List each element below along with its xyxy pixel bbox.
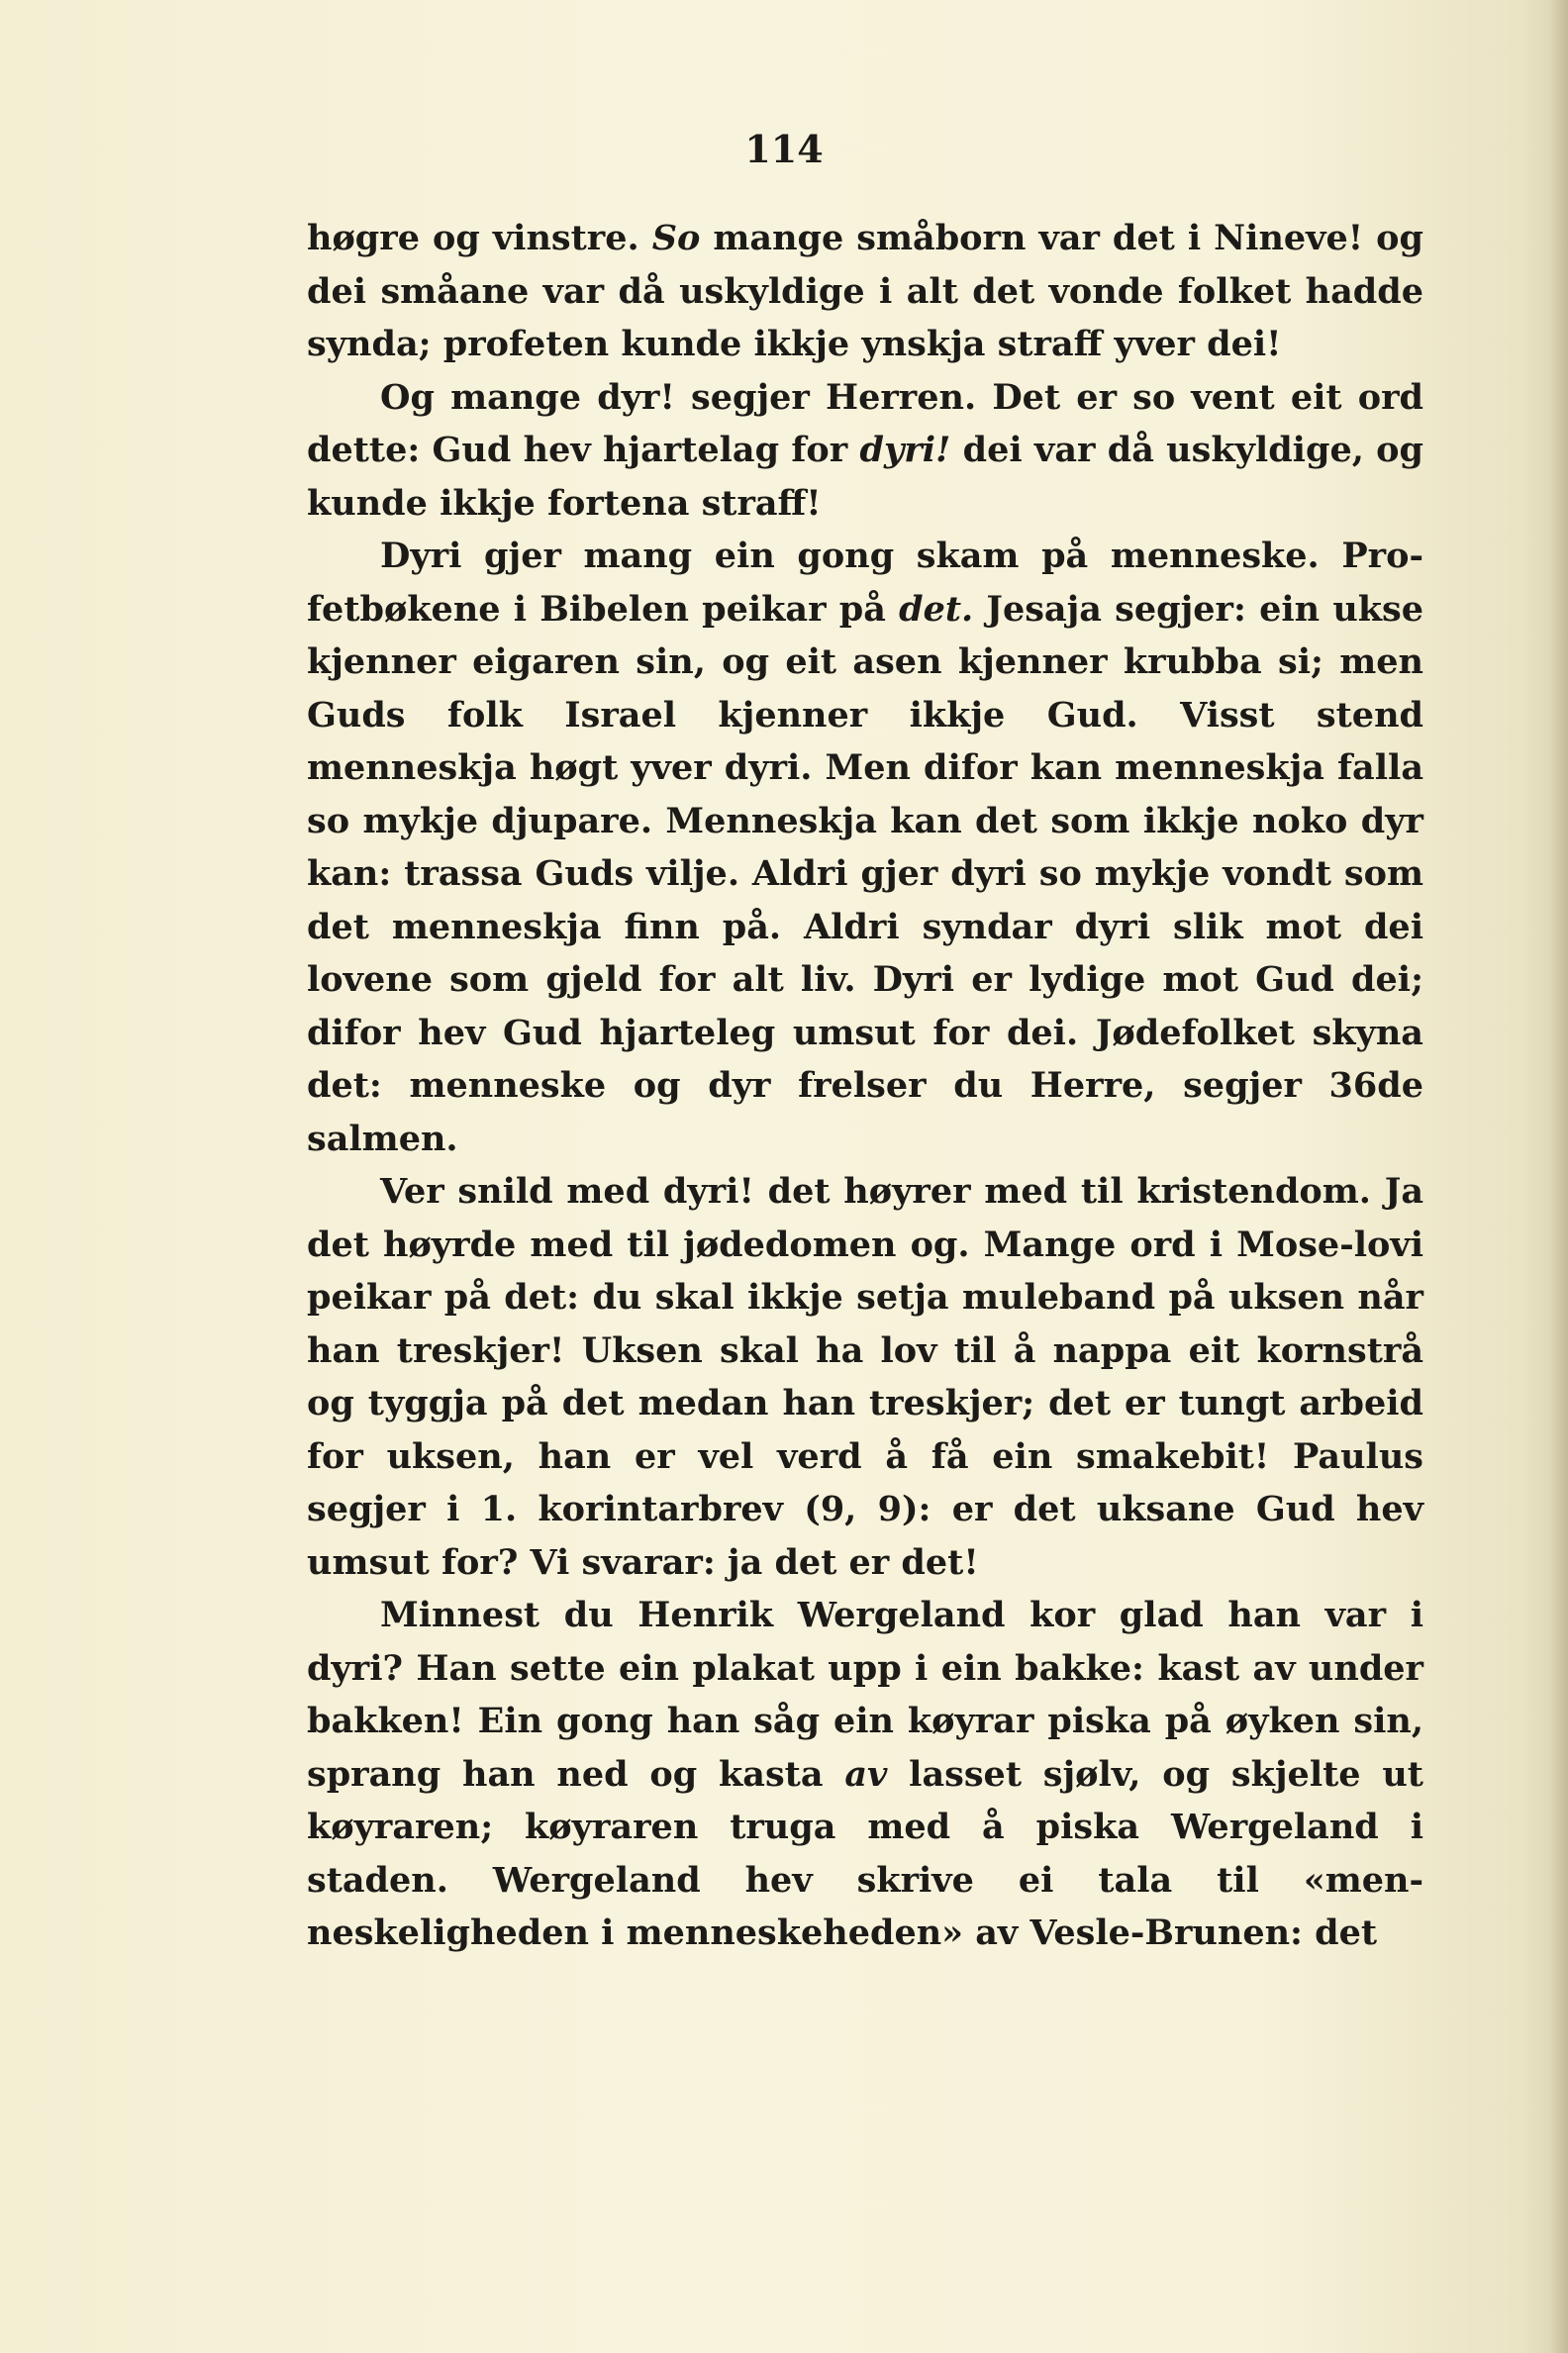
text-run: mange småborn var det i Nineve! og dei småane var då uskyldige i alt det vonde folket hadde synda; profeten kunde ikkje ynskja straff yver dei!: [307, 218, 1423, 364]
text-run: dei var då uskyldige, og kunde ikkje fortena straff!: [307, 430, 1423, 524]
italic-text: av: [844, 1753, 888, 1795]
text-run: Minnest du Henrik Wergeland kor glad han var i dyri? Han sette ein plakat upp i ein bakke: kast av under bakken! Ein gong han såg ein køyrar piska på øyken sin, sprang han ned og kasta: [307, 1595, 1423, 1795]
italic-text: det.: [899, 588, 974, 630]
text-run: høgre og vinstre.: [307, 218, 652, 258]
italic-text: dyri!: [859, 430, 951, 470]
text-run: Og mange dyr! segjer Herren. Det er so vent eit ord dette: Gud hev hjartelag for: [307, 376, 1423, 470]
paragraph-2: [307, 371, 1423, 531]
paragraph-1: [307, 212, 1423, 371]
text-run: Dyri gjer mang ein gong skam på menneske. Profetbøkene i Bibelen peikar på: [307, 536, 1423, 630]
paragraph-4: [307, 1165, 1423, 1589]
italic-text: So: [651, 218, 701, 258]
paragraph-3: [307, 530, 1423, 1165]
text-run: Ver snild med dyri! det høyrer med til kristendom. Ja det høyrde med til jødedomen og. Mange ord i Mose-lovi peikar på det: du skal ikkje setja muleband på uksen når han treskjer! Uksen skal ha lov til å nappa eit kornstrå og tyggja på det medan han treskjer; det er tungt arbeid for uksen, han er vel verd å få ein smakebit! Paulus segjer i 1. korintarbrev (9, 9): er det uksane Gud hev umsut for? Vi svarar: ja det er det!: [307, 1171, 1423, 1583]
paragraph-5: [307, 1589, 1423, 1960]
page-number: 114: [744, 127, 824, 171]
text-run: lasset sjølv, og skjelte ut køyraren; køyraren truga med å piska Wergeland i staden. Wergeland hev skrive ei tala til «menneskeligheden i menneskeheden» av Vesle-Brunen: det: [307, 1753, 1423, 1953]
text-run: Jesaja segjer: ein ukse kjenner eigaren sin, og eit asen kjenner krubba si; men Guds folk Israel kjenner ikkje Gud. Visst stend menneskja høgt yver dyri. Men difor kan menneskja falla so mykje djupare. Menneskja kan det som ikkje noko dyr kan: trassa Guds vilje. Aldri gjer dyri so mykje vondt som det menneskja finn på. Aldri syndar dyri slik mot dei lovene som gjeld for alt liv. Dyri er lydige mot Gud dei; difor hev Gud hjarteleg umsut for dei. Jødefolket skyna det: menneske og dyr frelser du Herre, segjer 36de salmen.: [307, 588, 1424, 1159]
body-text: [307, 212, 1423, 1960]
page-edge-shadow: [1550, 0, 1568, 2353]
